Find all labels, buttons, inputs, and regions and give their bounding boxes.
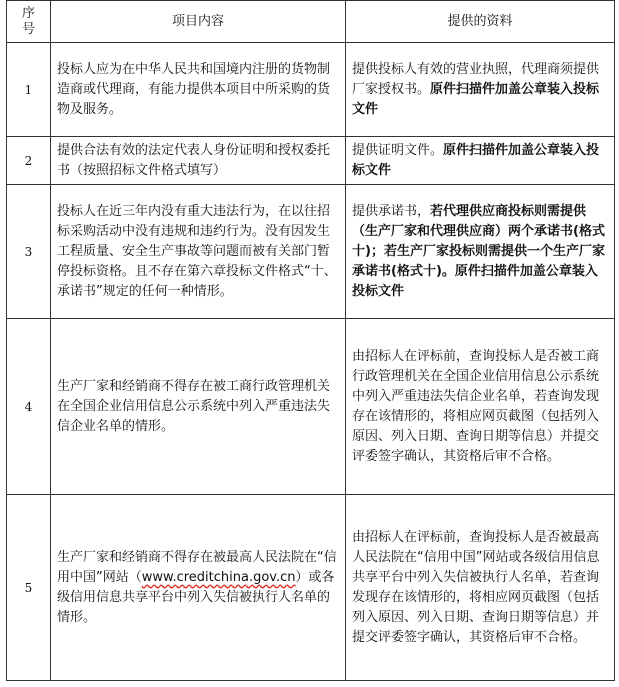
header-no-text: 序 号 (21, 5, 35, 37)
row-2-doc-plain: 提供证明文件。 (352, 142, 444, 158)
row-5-item-url: www.creditchina.gov.cn (141, 569, 296, 585)
row-5-item-a: 生产厂家和经销商不得存在被最高人民法院在“信用中国”网站（ (57, 549, 337, 585)
row-1-doc-bold: 原件扫描件加盖公章装入投标文件 (352, 81, 600, 117)
table-row (7, 319, 615, 495)
table-header-row (7, 1, 615, 43)
row-2-no: 2 (7, 137, 51, 185)
row-2-doc-bold: 原件扫描件加盖公章装入投标文件 (352, 142, 600, 178)
row-3-item: 投标人在近三年内没有重大违法行为，在以往招标采购活动中没有违规和违约行为。没有因发生工程质量、安全生产事故等问题而被有关部门暂停投标资格。且不存在第六章投标文件格式“十、承诺书”规定的任何一种情形。 (51, 185, 346, 319)
row-1-doc-plain: 提供投标人有效的营业执照，代理商须提供厂家授权书。 (352, 61, 600, 97)
header-doc: 提供的资料 (346, 1, 615, 43)
row-5-doc: 由招标人在评标前，查询投标人是否被最高人民法院在“信用中国”网站或各级信用信息共享平台中列入失信被执行人名单，若查询发现存在该情形的，将相应网页截图（包括列入原因、列入日期、查询日期等信息）并提交评委签字确认，其资格后审不合格。 (346, 495, 615, 681)
row-3-doc-plain: 提供承诺书， (352, 203, 431, 219)
row-3-doc (346, 185, 615, 319)
row-3-no: 3 (7, 185, 51, 319)
row-1-item: 投标人应为在中华人民共和国境内注册的货物制造商或代理商，有能力提供本项目中所采购的货物及服务。 (51, 43, 346, 137)
row-4-doc: 由招标人在评标前，查询投标人是否被工商行政管理机关在全国企业信用信息公示系统中列入严重违法失信企业名单，若查询发现存在该情形的，将相应网页截图（包括列入原因、列入日期、查询日期等信息）并提交评委签字确认，其资格后审不合格。 (346, 319, 615, 495)
row-2-doc (346, 137, 615, 185)
row-2-item: 提供合法有效的法定代表人身份证明和授权委托书（按照招标文件格式填写） (51, 137, 346, 185)
row-3-doc-bold: 若代理供应商投标则需提供（生产厂家和代理供应商）两个承诺书(格式十)；若生产厂家投标则需提供一个生产厂家承诺书(格式十)。原件扫描件加盖公章装入投标文件 (352, 203, 605, 299)
table-row (7, 185, 615, 319)
row-5-item (51, 495, 346, 681)
row-4-no: 4 (7, 319, 51, 495)
row-5-no: 5 (7, 495, 51, 681)
row-5-item-b: ）或各级信用信息共享平台中列入失信被执行人名单的情形。 (57, 569, 335, 625)
qualification-table (6, 0, 615, 681)
row-4-item: 生产厂家和经销商不得存在被工商行政管理机关在全国企业信用信息公示系统中列入严重违法失信企业名单的情形。 (51, 319, 346, 495)
header-no (7, 1, 51, 43)
row-1-doc (346, 43, 615, 137)
row-1-no: 1 (7, 43, 51, 137)
header-item: 项目内容 (51, 1, 346, 43)
table-row (7, 495, 615, 681)
table-row (7, 43, 615, 137)
table-row (7, 137, 615, 185)
